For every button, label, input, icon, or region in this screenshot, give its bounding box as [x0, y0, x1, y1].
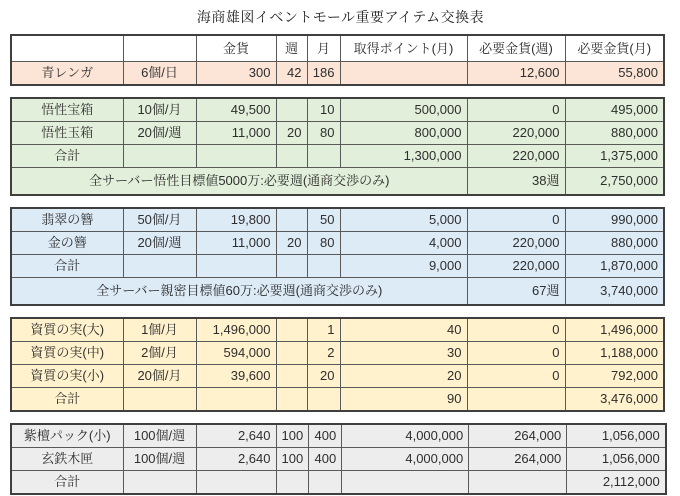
cell: 20: [276, 122, 307, 145]
total-row: [11, 471, 666, 495]
cell: [123, 145, 196, 168]
cell: 55,800: [565, 62, 664, 86]
cell: 264,000: [469, 448, 567, 471]
cell: [196, 145, 276, 168]
required-gold-total-cell: 2,750,000: [565, 168, 664, 196]
cell: 800,000: [340, 122, 467, 145]
cell: 10個/月: [123, 98, 196, 122]
cell: 1個/月: [123, 318, 196, 342]
cell: 80: [307, 232, 340, 255]
item-row: [11, 318, 664, 342]
cell: 10: [307, 98, 340, 122]
cell: 1,188,000: [565, 342, 664, 365]
cell: 1,056,000: [567, 448, 666, 471]
item-name: 玄鉄木匣: [11, 448, 123, 471]
cell: 30: [340, 342, 467, 365]
column-header: 必要金貨(週): [467, 35, 565, 62]
cell: [467, 388, 565, 412]
cell: 40: [340, 318, 467, 342]
cell: 20: [307, 365, 340, 388]
cell: [307, 388, 340, 412]
cell: 19,800: [196, 208, 276, 232]
column-header: 月: [307, 35, 340, 62]
cell: 100個/週: [123, 424, 196, 448]
cell: 1,300,000: [340, 145, 467, 168]
item-row: [11, 122, 664, 145]
cell: [276, 208, 307, 232]
cell: [340, 62, 467, 86]
cell: 2: [307, 342, 340, 365]
cell: 880,000: [565, 122, 664, 145]
cell: [123, 471, 196, 495]
cell: 20: [276, 232, 307, 255]
cell: [307, 255, 340, 278]
cell: [196, 471, 276, 495]
required-weeks-cell: 67週: [467, 278, 565, 306]
cell: [276, 255, 307, 278]
item-row: [11, 342, 664, 365]
cell: 42: [276, 62, 307, 86]
cell: 9,000: [340, 255, 467, 278]
cell: [276, 342, 307, 365]
column-header-row: [11, 35, 664, 62]
cell: 2個/月: [123, 342, 196, 365]
cell: [123, 388, 196, 412]
column-header: [11, 35, 123, 62]
item-row: [11, 62, 664, 86]
total-label: 合計: [11, 145, 123, 168]
cell: 1,375,000: [565, 145, 664, 168]
cell: 80: [307, 122, 340, 145]
cell: 3,476,000: [565, 388, 664, 412]
cell: 500,000: [340, 98, 467, 122]
section-table-gosei: [10, 97, 665, 196]
cell: 2,640: [196, 448, 276, 471]
cell: 186: [307, 62, 340, 86]
cell: 1,870,000: [565, 255, 664, 278]
cell: 5,000: [340, 208, 467, 232]
cell: 0: [467, 365, 565, 388]
cell: [276, 365, 307, 388]
summary-label: 全サーバー悟性目標値5000万:必要週(通商交渉のみ): [11, 168, 467, 196]
item-name: 青レンガ: [11, 62, 123, 86]
cell: 0: [467, 318, 565, 342]
section-table-packs: [10, 423, 667, 495]
item-row: [11, 232, 664, 255]
cell: 495,000: [565, 98, 664, 122]
cell: 20個/週: [123, 232, 196, 255]
cell: [307, 145, 340, 168]
total-row: [11, 255, 664, 278]
cell: 11,000: [196, 122, 276, 145]
cell: 6個/日: [123, 62, 196, 86]
required-gold-total-cell: 3,740,000: [565, 278, 664, 306]
item-row: [11, 365, 664, 388]
cell: 20: [340, 365, 467, 388]
cell: 4,000,000: [342, 424, 469, 448]
cell: 594,000: [196, 342, 276, 365]
item-name: 金の簪: [11, 232, 123, 255]
cell: [123, 255, 196, 278]
cell: 0: [467, 208, 565, 232]
cell: 4,000,000: [342, 448, 469, 471]
cell: 2,640: [196, 424, 276, 448]
cell: 90: [340, 388, 467, 412]
cell: [196, 255, 276, 278]
total-row: [11, 145, 664, 168]
summary-label: 全サーバー親密目標値60万:必要週(通商交渉のみ): [11, 278, 467, 306]
cell: 792,000: [565, 365, 664, 388]
section-table-shishitsu-no-mi: [10, 317, 665, 412]
cell: 1,056,000: [567, 424, 666, 448]
item-name: 資質の実(中): [11, 342, 123, 365]
summary-row: [11, 168, 664, 196]
cell: 1,496,000: [196, 318, 276, 342]
cell: 100: [276, 424, 309, 448]
cell: 12,600: [467, 62, 565, 86]
column-header: [123, 35, 196, 62]
required-weeks-cell: 38週: [467, 168, 565, 196]
cell: [196, 388, 276, 412]
item-row: [11, 448, 666, 471]
page-title: 海商雄図イベントモール重要アイテム交換表: [196, 9, 485, 25]
tables-container: [10, 34, 671, 495]
cell: 400: [309, 448, 342, 471]
item-name: 資質の実(小): [11, 365, 123, 388]
cell: 20個/週: [123, 122, 196, 145]
cell: 39,600: [196, 365, 276, 388]
cell: 100: [276, 448, 309, 471]
cell: 50個/月: [123, 208, 196, 232]
cell: 220,000: [467, 232, 565, 255]
cell: [276, 388, 307, 412]
cell: [342, 471, 469, 495]
item-name: 翡翠の簪: [11, 208, 123, 232]
total-label: 合計: [11, 471, 123, 495]
cell: 880,000: [565, 232, 664, 255]
cell: 0: [467, 98, 565, 122]
item-row: [11, 208, 664, 232]
item-name: 悟性宝箱: [11, 98, 123, 122]
total-label: 合計: [11, 255, 123, 278]
column-header: 金貨: [196, 35, 276, 62]
cell: 4,000: [340, 232, 467, 255]
cell: 220,000: [467, 145, 565, 168]
cell: 100個/週: [123, 448, 196, 471]
summary-row: [11, 278, 664, 306]
cell: 20個/月: [123, 365, 196, 388]
section-table-blue-brick: [10, 34, 665, 86]
column-header: 必要金貨(月): [565, 35, 664, 62]
cell: [309, 471, 342, 495]
cell: 220,000: [467, 122, 565, 145]
cell: 1,496,000: [565, 318, 664, 342]
cell: 400: [309, 424, 342, 448]
cell: [276, 471, 309, 495]
cell: 300: [196, 62, 276, 86]
cell: [276, 98, 307, 122]
total-label: 合計: [11, 388, 123, 412]
cell: 990,000: [565, 208, 664, 232]
item-name: 紫檀パック(小): [11, 424, 123, 448]
cell: [469, 471, 567, 495]
item-name: 悟性玉箱: [11, 122, 123, 145]
cell: 264,000: [469, 424, 567, 448]
section-table-kanzashi: [10, 207, 665, 306]
cell: 11,000: [196, 232, 276, 255]
cell: 50: [307, 208, 340, 232]
cell: [276, 145, 307, 168]
cell: 2,112,000: [567, 471, 666, 495]
item-row: [11, 424, 666, 448]
item-row: [11, 98, 664, 122]
cell: 0: [467, 342, 565, 365]
column-header: 週: [276, 35, 307, 62]
cell: 1: [307, 318, 340, 342]
column-header: 取得ポイント(月): [340, 35, 467, 62]
total-row: [11, 388, 664, 412]
cell: 220,000: [467, 255, 565, 278]
cell: [276, 318, 307, 342]
cell: 49,500: [196, 98, 276, 122]
item-name: 資質の実(大): [11, 318, 123, 342]
